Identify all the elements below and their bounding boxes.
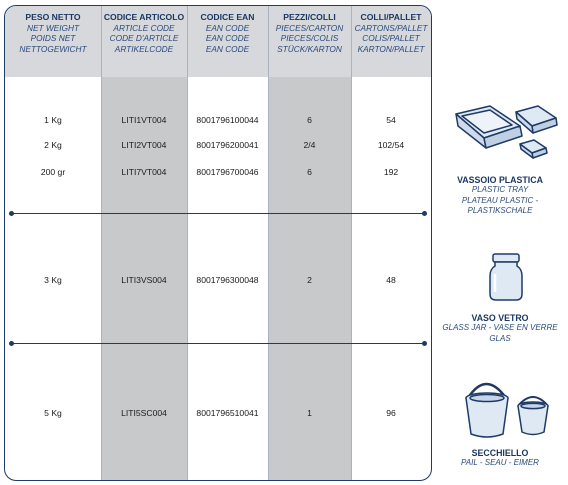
packaging-desc: PLATEAU PLASTIC - PLASTIKSCHALE <box>461 195 539 215</box>
packaging-desc: PAIL - SEAU - EIMER <box>461 458 539 467</box>
cell-pieces: 6 <box>307 167 312 177</box>
cell-ean: 8001796510041 <box>196 408 259 418</box>
cell-cartons: 102/54 <box>377 140 405 150</box>
packaging-pail <box>432 448 568 469</box>
header-net-weight <box>5 12 101 54</box>
pail-icon <box>458 376 558 442</box>
cell-weight: 200 gr <box>40 167 66 177</box>
header-sub: ARTIKELCODE <box>114 43 174 54</box>
packaging-desc: GLASS JAR - VASE EN VERRE <box>442 323 558 332</box>
header-sub: NETTOGEWICHT <box>19 43 87 54</box>
header-sub: STÜCK/KARTON <box>277 43 342 54</box>
cell-ean: 8001796100044 <box>196 115 259 125</box>
cell-weight: 3 Kg <box>44 275 62 285</box>
header-sub: ARTICLE CODE <box>113 22 175 33</box>
header-sub: NET WEIGHT <box>26 22 80 33</box>
header-sub: EAN CODE <box>205 33 250 43</box>
cell-cartons: 54 <box>386 115 396 125</box>
header-title: PESO NETTO <box>25 12 81 22</box>
header-sub: COLIS/PALLET <box>362 33 420 43</box>
cell-pieces: 2/4 <box>303 140 316 150</box>
packaging-name: SECCHIELLO <box>471 448 529 458</box>
cell-code: LITI1VT004 <box>121 115 167 125</box>
row-separator <box>11 213 425 214</box>
header-sub: EAN CODE <box>205 22 250 33</box>
cell-pieces: 2 <box>307 275 312 285</box>
packaging-desc: GLAS <box>489 333 511 343</box>
header-pieces-carton <box>268 12 351 54</box>
cell-code: LITI5SC004 <box>121 408 167 418</box>
cell-code: LITI7VT004 <box>121 167 167 177</box>
cell-ean: 8001796200041 <box>196 140 259 150</box>
cell-pieces: 6 <box>307 115 312 125</box>
header-title: PEZZI/COLLI <box>283 12 336 22</box>
packaging-name: VASSOIO PLASTICA <box>457 175 543 185</box>
packaging-glass-jar <box>432 313 568 344</box>
header-title: CODICE ARTICOLO <box>103 12 185 22</box>
header-sub: CARTONS/PALLET <box>354 22 428 33</box>
header-title: CODICE EAN <box>200 12 255 22</box>
packaging-name: VASO VETRO <box>471 313 529 323</box>
glass-jar-icon <box>486 252 526 302</box>
cell-weight: 2 Kg <box>44 140 62 150</box>
product-table <box>4 5 432 481</box>
packaging-plastic-tray <box>432 175 568 217</box>
header-sub: CODE D'ARTICLE <box>109 33 179 43</box>
header-article-code <box>101 12 187 54</box>
header-sub: PIECES/COLIS <box>280 33 339 43</box>
header-sub: PIECES/CARTON <box>275 22 344 33</box>
row-separator <box>11 343 425 344</box>
header-sub: POIDS NET <box>30 33 76 43</box>
cell-ean: 8001796700046 <box>196 167 259 177</box>
header-cartons-pallet <box>351 12 431 54</box>
header-ean-code <box>187 12 268 54</box>
header-title: COLLI/PALLET <box>360 12 422 22</box>
cell-code: LITI3VS004 <box>121 275 167 285</box>
header-sub: EAN CODE <box>205 43 250 54</box>
cell-weight: 5 Kg <box>44 408 62 418</box>
packaging-desc: PLASTIC TRAY <box>471 185 529 194</box>
cell-ean: 8001796300048 <box>196 275 259 285</box>
header-sub: KARTON/PALLET <box>357 43 425 54</box>
cell-cartons: 48 <box>386 275 396 285</box>
cell-cartons: 96 <box>386 408 396 418</box>
cell-cartons: 192 <box>383 167 399 177</box>
cell-code: LITI2VT004 <box>121 140 167 150</box>
cell-weight: 1 Kg <box>44 115 62 125</box>
plastic-tray-icon <box>450 100 562 166</box>
cell-pieces: 1 <box>307 408 312 418</box>
